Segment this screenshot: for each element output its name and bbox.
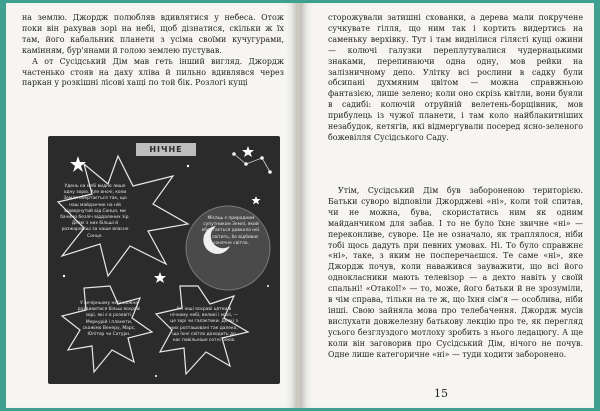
sky-fact-galaxies: Усі інші яскраві цятки в нічному небі, великі і малі, — це зорі чи галактики. Деякі з них розташовані так далеко, що їхнє світло доходить до нас повільніше сотні років. [170, 307, 238, 344]
constellation-icon [233, 153, 272, 174]
star-icon [252, 196, 261, 205]
star-icon [155, 375, 157, 377]
night-sky-title: НІЧНЕ НЕБО [136, 143, 196, 156]
star-icon [63, 275, 65, 277]
right-page [300, 3, 594, 408]
star-icon [187, 165, 189, 167]
night-sky-illustration [48, 136, 280, 384]
right-paragraph-2: Утім, Сусідський Дім був забороненою територією. Батьки суворо відповіли Джорджеві «ні», коли той спитав, чи не можна, бува, скористатись ним як одним майданчиком для забав. І то не було їхнє звичне «ні» — переконливе, суворе. Це не означало, як траплялося, ніби тобі щось дадуть при певних умовах. Ні. То було справжнє «ні», таке, з яким не посперечаєшся. Те саме «ні», яке Джордж почув, коли наважився зауважити, що всі його однокласники мають телевізор — а дехто навіть у своїй спальні! «Отакої!» — то, може, його батьки й не зрозуміли, в чім справа, тільки на те ж, що їхня сім'я — особлива, ніби інші. Свою зайняла мова про телебачення. Джордж мусів вислухати довжелезну батькову лекцію про те, як перегляд усього безглуздого мотлоху зробить з нього ледацюгу. А ще коли він заговорив про Сусідський Дім, нічого не почув. Одне лише категоричне «ні» — туди ходити заборонено. [328, 186, 583, 359]
left-page [6, 3, 298, 408]
left-paragraph-2: А от Сусідський Дім мав геть інший вигляд. Джордж частенько стояв на даху хліва й пильно вдивлявся через паркан у розкішні лісові хащі по той бік. Розлогі кущі [22, 56, 284, 88]
left-page-text [22, 13, 284, 89]
right-paragraph-1-block [328, 13, 583, 144]
sky-fact-stars: Удень на небі видно лише одну зорю. Але вночі, коли Земля обертається так, що наш майданчик на ній відвернутий від Сонця, ми бачимо безліч віддалених зір. Деякі з них більші й розжареніші за наше власне Сонце. [60, 184, 130, 239]
right-paragraph-1: сторожували затишні схованки, а дерева мали покручене сучкувате гілля, що ним так і кортить видертись на саменьку верхівку. Тут і там виднілися гілясті кущі ожини — колючі галузки переплутувалися чудернацькими знаками, перепинаючи одна одну, мов рейки на залізничному депо. Улітку всі рослини в садку були обсипані духмяним цвітом — можна справжньою фантазією, лише зелено; коли оно скрізь квітли, вони буяли в садибі: колючій отруйній велетень-борщівник, мов прибулець із чужої планети, і там коло найблакитніших незабудок, кетягів, які відмергували посеред ясно-зеленого божевілля Сусідського Саду. [328, 13, 583, 142]
star-icon [267, 285, 269, 287]
star-icon [154, 272, 166, 283]
right-paragraph-2-block [328, 186, 583, 361]
left-paragraph-1: на землю. Джордж полюбляв вдивлятися у небеса. Отож поки він рахував зорі на небі, щоб дізнатися, скільки ж їх там, його кабальник планети з усіма своїми кучугурами, камінням, бур'янами й голою землею пустував. [22, 13, 284, 55]
star-icon [242, 146, 254, 157]
night-sky-art [48, 136, 280, 384]
page-number: 15 [434, 387, 448, 400]
sky-fact-moon: Місяць є природним супутником Землі, який обертається довкола неї. Він світить, бо відбиває сонячне світло. [201, 216, 261, 246]
sky-fact-planets: У вечірньому небі можна роздивитися більш яскраві зорі, які є в розквіті. Меркурій і планети, скажімо Венеру, Марс, Юпітер чи Сатурн. [77, 301, 141, 338]
